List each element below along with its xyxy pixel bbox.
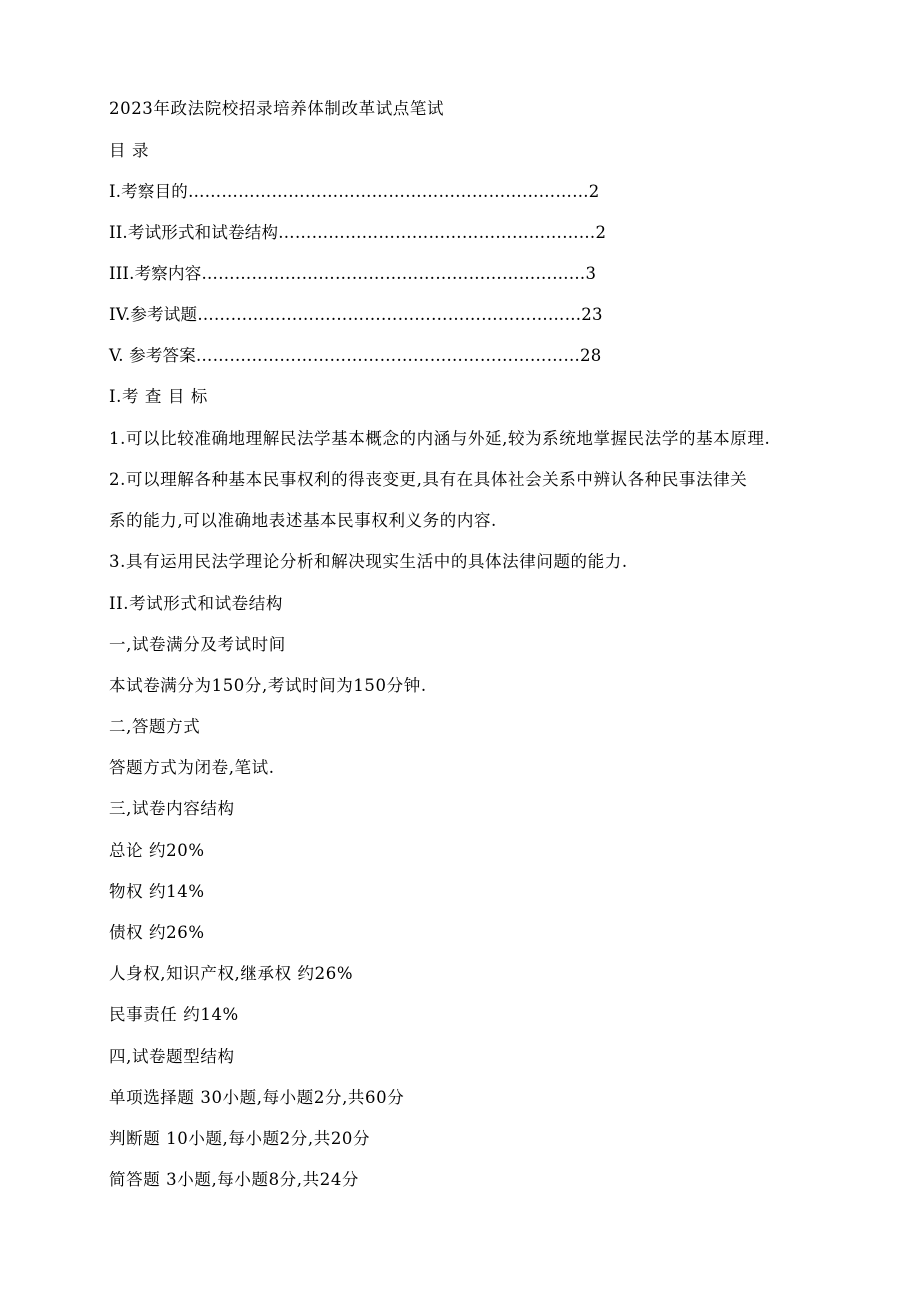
- document-title: 2023年政法院校招录培养体制改革试点笔试: [109, 99, 445, 118]
- toc-heading: 目 录: [109, 141, 150, 160]
- list-item: 判断题 10小题,每小题2分,共20分: [109, 1129, 371, 1148]
- paragraph: 3.具有运用民法学理论分析和解决现实生活中的具体法律问题的能力.: [109, 552, 628, 571]
- toc-entry: IV.参考试题……………………………………………………………23: [109, 305, 603, 324]
- subsection-heading: 四,试卷题型结构: [109, 1047, 235, 1066]
- toc-entry: V. 参考答案……………………………………………………………28: [109, 346, 602, 365]
- section-heading: I.考 查 目 标: [109, 387, 208, 406]
- toc-entry: I.考察目的………………………………………………………………2: [109, 182, 600, 201]
- paragraph: 1.可以比较准确地理解民法学基本概念的内涵与外延,较为系统地掌握民法学的基本原理.: [109, 429, 771, 448]
- subsection-heading: 一,试卷满分及考试时间: [109, 635, 286, 654]
- subsection-heading: 三,试卷内容结构: [109, 799, 235, 818]
- list-item: 单项选择题 30小题,每小题2分,共60分: [109, 1088, 405, 1107]
- toc-entry: II.考试形式和试卷结构…………………………………………………2: [109, 223, 607, 242]
- list-item: 人身权,知识产权,继承权 约26%: [109, 964, 354, 983]
- paragraph: 系的能力,可以准确地表述基本民事权利义务的内容.: [109, 511, 497, 530]
- list-item: 物权 约14%: [109, 882, 205, 901]
- paragraph: 2.可以理解各种基本民事权利的得丧变更,具有在具体社会关系中辨认各种民事法律关: [109, 470, 748, 489]
- toc-entry: III.考察内容……………………………………………………………3: [109, 264, 597, 283]
- section-heading: II.考试形式和试卷结构: [109, 594, 283, 613]
- paragraph: 答题方式为闭卷,笔试.: [109, 758, 275, 777]
- paragraph: 本试卷满分为150分,考试时间为150分钟.: [109, 676, 427, 695]
- list-item: 总论 约20%: [109, 841, 205, 860]
- list-item: 民事责任 约14%: [109, 1005, 239, 1024]
- subsection-heading: 二,答题方式: [109, 717, 201, 736]
- list-item: 简答题 3小题,每小题8分,共24分: [109, 1170, 360, 1189]
- list-item: 债权 约26%: [109, 923, 205, 942]
